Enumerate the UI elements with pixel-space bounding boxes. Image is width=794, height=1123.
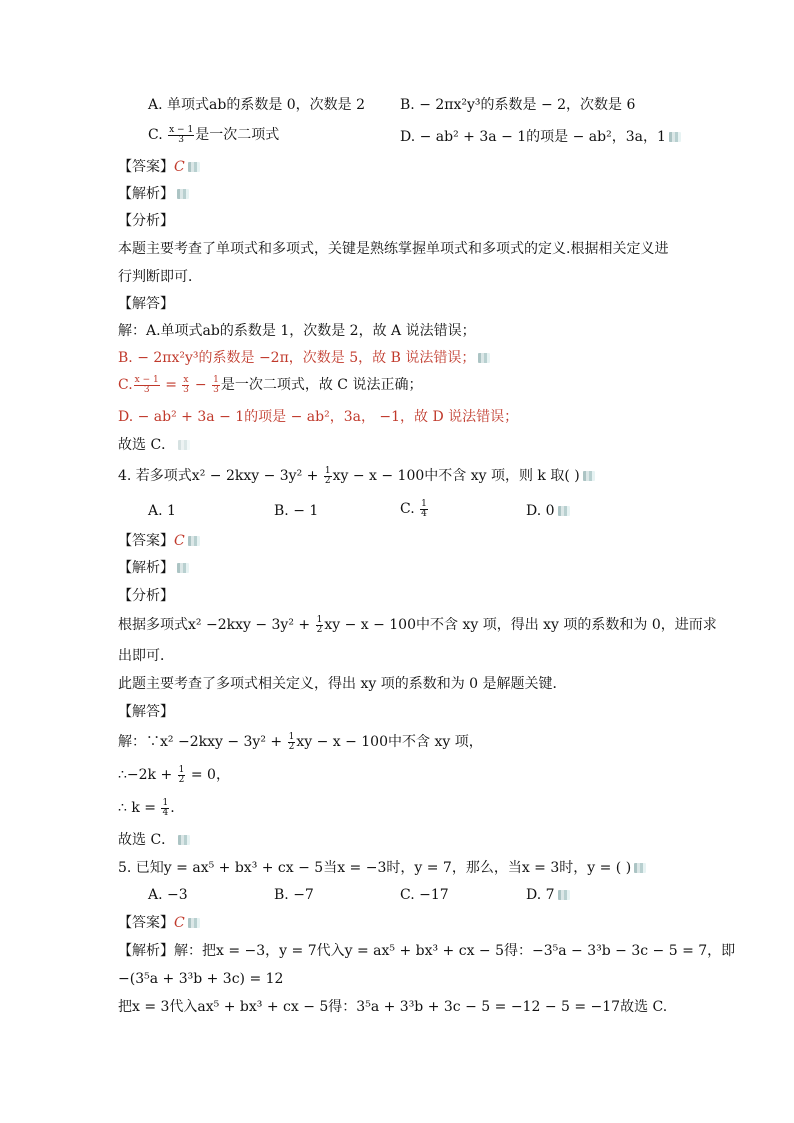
q5-answer: 【答案】C: [118, 912, 200, 934]
q5-solution-2: −(3⁵a + 3³b + 3c) = 12: [118, 971, 284, 987]
q3-option-c-text: 是一次二项式: [195, 127, 280, 143]
q3-solution-5: 故选 C．: [118, 434, 190, 456]
q5-option-d: D. 7: [526, 884, 570, 906]
q3-fenxi-line1: 本题主要考查了单项式和多项式，关键是熟练掌握单项式和多项式的定义.根据相关定义进: [118, 241, 669, 257]
q4-solution-1: 解：∵x² −2kxy − 3y² + $\frac{1}{2}$ xy − x − 100中不含 xy 项，: [118, 731, 483, 752]
watermark-icon: [558, 890, 570, 900]
q4-fenxi-line1: 根据多项式x² −2kxy − 3y² + $\frac{1}{2}$ xy − x − 100中不含 xy 项，得出 xy 项的系数和为 0，进而求: [118, 614, 717, 635]
q3-option-a: A. 单项式ab的系数是 0，次数是 2: [148, 97, 366, 113]
q3-fenxi-tag: 【分析】: [118, 213, 174, 229]
watermark-icon: [188, 536, 200, 546]
q5-solution-1: 【解析】解：把x = −3，y = 7代入y = ax⁵ + bx³ + cx − 5得：−3⁵a − 3³b − 3c − 5 = 7，即: [118, 943, 736, 959]
q3-fenxi-line2: 行判断即可．: [118, 269, 202, 285]
q4-fenxi-tag: 【分析】: [118, 588, 174, 604]
q3-answer: 【答案】C: [118, 156, 200, 178]
watermark-icon: [188, 918, 200, 928]
q4-option-a: A. 1: [148, 503, 176, 519]
q5-stem: 5. 已知y = ax⁵ + bx³ + cx − 5当x = −3时，y = 7，那么，当x = 3时，y = ( ): [118, 857, 646, 879]
q3-solution-2: B. − 2πx²y³的系数是 −2π，次数是 5，故 B 说法错误；: [118, 347, 490, 369]
q4-fenxi-line2: 出即可．: [118, 648, 174, 664]
watermark-icon: [178, 440, 190, 450]
q4-fenxi-line3: 此题主要考查了多项式相关定义，得出 xy 项的系数和为 0 是解题关键．: [118, 676, 567, 692]
watermark-icon: [478, 353, 490, 363]
q3-option-c: [148, 124, 279, 146]
watermark-icon: [188, 162, 200, 172]
q4-jiexi: 【解析】: [118, 557, 189, 579]
q4-solution-4: 故选 C．: [118, 829, 190, 851]
q3-solution-3: C. $\frac{x - 1}{3}$ = $\frac{x}{3}$ − $\frac{1}{3}$ 是一次二项式，故 C 说法正确；: [118, 374, 423, 395]
q5-option-a: A. −3: [148, 887, 188, 903]
watermark-icon: [558, 506, 570, 516]
q4-solution-2: ∴−2k + $\frac{1}{2}$ = 0，: [118, 764, 230, 785]
q4-option-c: C. $\frac{1}{4}$: [400, 498, 427, 519]
q4-solution-3: ∴ k = $\frac{1}{4}$ .: [118, 797, 175, 818]
q3-option-c-label: C.: [148, 127, 163, 143]
watermark-icon: [178, 835, 190, 845]
watermark-icon: [583, 471, 595, 481]
q3-option-b: B. − 2πx²y³的系数是 − 2，次数是 6: [400, 97, 636, 113]
q4-stem: 4. 若多项式x² − 2kxy − 3y² + $\frac{1}{2}$ xy − x − 100中不含 xy 项，则 k 取( ): [118, 465, 595, 487]
q5-option-b: B. −7: [274, 887, 314, 903]
q3-option-d: D. − ab² + 3a − 1的项是 − ab²，3a，1: [400, 126, 681, 148]
q5-option-c: C. −17: [400, 887, 449, 903]
watermark-icon: [177, 563, 189, 573]
q4-jieda-tag: 【解答】: [118, 704, 174, 720]
q4-option-d: D. 0: [526, 500, 570, 522]
q4-answer: 【答案】C: [118, 530, 200, 552]
watermark-icon: [634, 863, 646, 873]
watermark-icon: [669, 132, 681, 142]
watermark-icon: [177, 189, 189, 199]
q3-option-c-fraction: $\frac{x - 1}{3}$: [169, 124, 194, 145]
q4-option-b: B. − 1: [274, 503, 319, 519]
q5-solution-3: 把x = 3代入ax⁵ + bx³ + cx − 5得：3⁵a + 3³b + 3c − 5 = −12 − 5 = −17故选 C.: [118, 999, 668, 1015]
q3-solution-1: 解：A.单项式ab的系数是 1，次数是 2，故 A 说法错误；: [118, 323, 476, 339]
q3-solution-4: D. − ab² + 3a − 1的项是 − ab²，3a， −1，故 D 说法错误；: [118, 409, 519, 425]
q3-jiexi: 【解析】: [118, 183, 189, 205]
q3-jieda-tag: 【解答】: [118, 296, 174, 312]
